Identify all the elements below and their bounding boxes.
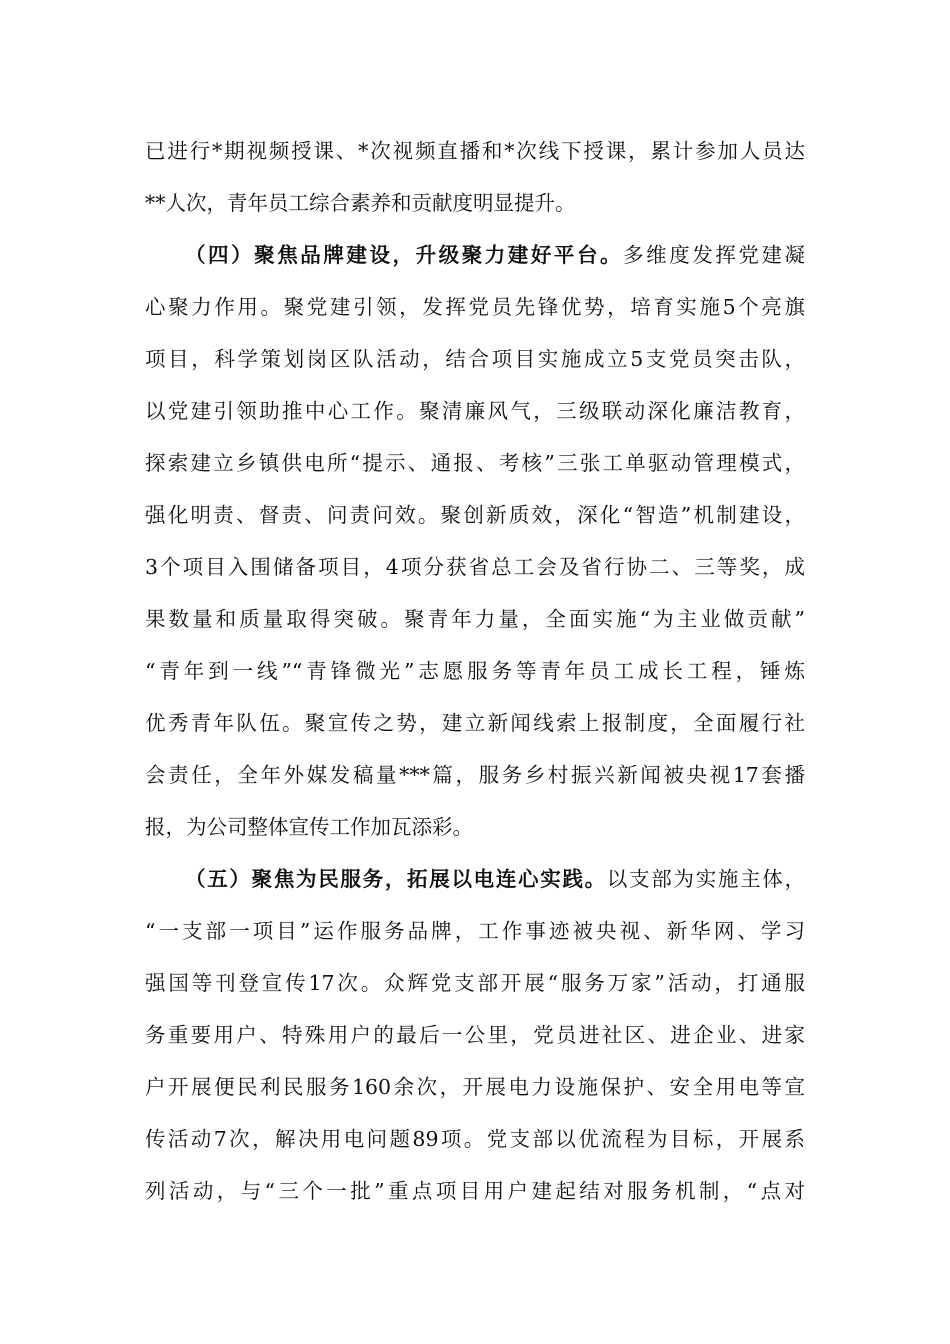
text-line-20: 传活动7次，解决用电问题89项。党支部以优流程为目标，开展系 xyxy=(145,1127,805,1151)
text-line-7: 探索建立乡镇供电所“提示、通报、考核”三张工单驱动管理模式， xyxy=(145,451,805,475)
text-line-13: 会责任，全年外媒发稿量***篇，服务乡村振兴新闻被央视17套播 xyxy=(145,763,805,787)
text-line-12: 优秀青年队伍。聚宣传之势，建立新闻线索上报制度，全面履行社 xyxy=(145,711,805,735)
section-heading-5: （五）聚焦为民服务，拓展以电连心实践。以支部为实施主体， xyxy=(185,867,805,891)
text-line-5: 项目，科学策划岗区队活动，结合项目实施成立5支党员突击队， xyxy=(145,347,805,371)
section-heading-4: （四）聚焦品牌建设，升级聚力建好平台。多维度发挥党建凝 xyxy=(185,243,805,267)
text-line-17: 强国等刊登宣传17次。众辉党支部开展“服务万家”活动，打通服 xyxy=(145,971,805,995)
text-line-18: 务重要用户、特殊用户的最后一公里，党员进社区、进企业、进家 xyxy=(145,1023,805,1047)
text-line-8: 强化明责、督责、问责问效。聚创新质效，深化“智造”机制建设， xyxy=(145,503,805,527)
text-line-11: “青年到一线”“青锋微光”志愿服务等青年员工成长工程，锤炼 xyxy=(145,659,805,683)
text-line-4: 心聚力作用。聚党建引领，发挥党员先锋优势，培育实施5个亮旗 xyxy=(145,295,805,319)
section-heading-4-title: （四）聚焦品牌建设，升级聚力建好平台。 xyxy=(185,243,624,267)
text-line-2: **人次，青年员工综合素养和贡献度明显提升。 xyxy=(145,191,576,215)
text-line-10: 果数量和质量取得突破。聚青年力量，全面实施“为主业做贡献” xyxy=(145,607,805,631)
text-line-21: 列活动，与“三个一批”重点项目用户建起结对服务机制，“点对 xyxy=(145,1179,805,1203)
text-line-19: 户开展便民利民服务160余次，开展电力设施保护、安全用电等宣 xyxy=(145,1075,805,1099)
text-line-16: “一支部一项目”运作服务品牌，工作事迹被央视、新华网、学习 xyxy=(145,919,805,943)
text-line-1: 已进行*期视频授课、*次视频直播和*次线下授课，累计参加人员达 xyxy=(145,139,805,163)
text-line-9: 3个项目入围储备项目，4项分获省总工会及省行协二、三等奖，成 xyxy=(145,555,805,579)
text-line-6: 以党建引领助推中心工作。聚清廉风气，三级联动深化廉洁教育， xyxy=(145,399,805,423)
text-line-14: 报，为公司整体宣传工作加瓦添彩。 xyxy=(145,815,473,839)
section-heading-5-title: （五）聚焦为民服务，拓展以电连心实践。 xyxy=(185,867,607,891)
